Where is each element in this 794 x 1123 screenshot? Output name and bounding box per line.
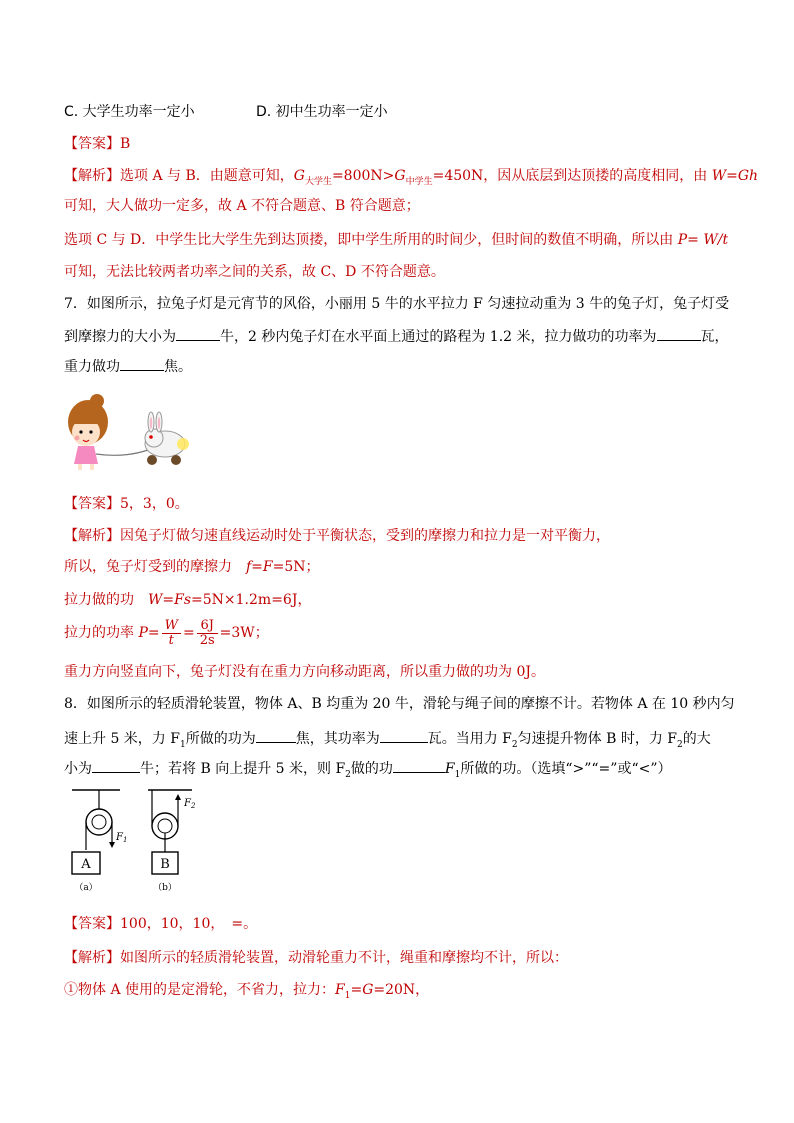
q8-text: 小为 xyxy=(64,761,92,777)
q7-text: 到摩擦力的大小为 xyxy=(64,329,176,345)
formula-f1: F xyxy=(335,982,345,998)
q8-text: F xyxy=(444,761,455,777)
formula-eq-g: =G xyxy=(350,982,374,998)
q7-text: 焦。 xyxy=(164,359,192,375)
answer-blank[interactable] xyxy=(92,758,140,773)
subscript: 1 xyxy=(454,769,461,780)
q7-question-line-1: 7．如图所示，拉兔子灯是元宵节的风俗，小丽用 5 牛的水平拉力 F 匀速拉动重为 3 牛的兔子灯，兔子灯受 xyxy=(64,296,730,312)
q7-analysis-text: =5N×1.2m=6J， xyxy=(191,592,312,608)
formula-p-w-t: P= W/t xyxy=(677,232,729,248)
q8-text: 的大 xyxy=(682,731,711,747)
q6-analysis-text: 选项 A 与 B．由题意可知， xyxy=(120,168,294,184)
q7-analysis-line-1 xyxy=(64,526,610,546)
analysis-tag: 【解析】 xyxy=(64,950,120,966)
answer-tag: 【答案】 xyxy=(64,136,120,152)
subscript: 2 xyxy=(676,739,683,750)
label-f2: $F_2$ xyxy=(184,798,196,810)
q8-text: 速上升 5 米，力 F xyxy=(64,731,180,747)
label-a: A xyxy=(81,857,91,872)
q7-analysis-text: =5N； xyxy=(272,559,320,575)
girl-hair-bun xyxy=(90,394,104,408)
formula-w-fs: W=Fs xyxy=(148,592,192,608)
answer-blank[interactable] xyxy=(657,326,701,341)
q8-analysis-text: ①物体 A 使用的是定滑轮，不省力，拉力： xyxy=(64,982,336,998)
q6-option-d: D. 初中生功率一定小 xyxy=(256,104,388,120)
girl-dress xyxy=(74,446,98,464)
q6-analysis-line-3 xyxy=(64,230,728,250)
subscript: 2 xyxy=(511,739,518,750)
q8-text: 所做的功。（选填“>”“=”或“<”） xyxy=(460,761,672,777)
g-big-subscript: 大学生 xyxy=(304,176,332,187)
g-big-symbol: G xyxy=(293,168,305,184)
q7-answer: 5，3，0。 xyxy=(120,496,189,512)
label-b: B xyxy=(160,857,170,872)
analysis-tag: 【解析】 xyxy=(64,168,120,184)
q8-text: 所做的功为 xyxy=(185,731,256,747)
q6-analysis-text: 选项 C 与 D．中学生比大学生先到达顶搂，即中学生所用的时间少，但时间的数值不明确，所以由 xyxy=(64,232,678,248)
q7-analysis-text: 所以，兔子灯受到的摩擦力 xyxy=(64,559,246,575)
girl-rabbit-lantern-figure xyxy=(64,392,200,476)
q6-answer-line xyxy=(64,134,130,154)
answer-blank[interactable] xyxy=(393,758,445,773)
q8-text: 匀速提升物体 B 时，力 F xyxy=(517,731,677,747)
q8-analysis-line-1 xyxy=(64,948,568,968)
caption-a: （a） xyxy=(74,883,98,893)
fraction-numerator: W xyxy=(162,619,181,634)
q7-analysis-line-4: 拉力的功率 P= $\frac{W}{t}$ = $\frac{6J}{2s}$ =3W； xyxy=(64,617,269,648)
pull-rope xyxy=(96,450,148,455)
q6-answer: B xyxy=(120,136,131,152)
q8-analysis-text: 如图所示的轻质滑轮装置，动滑轮重力不计，绳重和摩擦均不计，所以： xyxy=(120,950,568,966)
q7-text: 重力做功 xyxy=(64,359,120,375)
wheel-icon xyxy=(147,455,157,465)
g-mid-symbol: G xyxy=(394,168,406,184)
fraction-6j-over-2s xyxy=(197,619,218,648)
q7-text: 牛，2 秒内兔子灯在水平面上通过的路程为 1.2 米，拉力做功的功率为 xyxy=(220,329,657,345)
answer-tag: 【答案】 xyxy=(64,496,120,512)
q8-question-line-2 xyxy=(64,728,711,755)
fraction-numerator: 6J xyxy=(197,619,218,634)
arrow-up-icon xyxy=(175,794,181,800)
answer-blank[interactable] xyxy=(256,728,296,743)
q6-options-line xyxy=(64,102,388,122)
power-symbol: P= xyxy=(138,625,160,641)
q7-analysis-text: 拉力的功率 xyxy=(64,625,139,641)
q8-answer: 100，10，10， =。 xyxy=(120,916,258,932)
q8-question-line-3 xyxy=(64,758,672,785)
q8-analysis-line-2 xyxy=(64,980,429,1006)
q6-analysis-line-1 xyxy=(64,166,758,192)
pulley-figure xyxy=(64,786,224,894)
arrow-down-icon xyxy=(109,842,115,848)
q7-analysis-text: 因兔子灯做匀速直线运动时处于平衡状态，受到的摩擦力和拉力是一对平衡力， xyxy=(120,528,610,544)
fraction-denominator: t xyxy=(168,632,174,648)
q7-answer-line xyxy=(64,494,189,514)
q6-analysis-line-4: 可知，无法比较两者功率之间的关系，故 C、D 不符合题意。 xyxy=(64,264,445,280)
caption-b: （b） xyxy=(153,883,177,893)
answer-tag: 【答案】 xyxy=(64,916,120,932)
label-f1: $F_1$ xyxy=(116,832,128,844)
q6-option-c: C. 大学生功率一定小 xyxy=(64,104,195,120)
q7-analysis-line-2 xyxy=(64,557,320,577)
fraction-w-over-t xyxy=(162,619,181,648)
wheel-icon xyxy=(171,455,181,465)
q7-question-line-3 xyxy=(64,356,192,377)
q8-question-line-1: 8．如图所示的轻质滑轮装置，物体 A、B 均重为 20 牛，滑轮与绳子间的摩擦不计。若物体 A 在 10 秒内匀 xyxy=(64,696,735,712)
answer-blank[interactable] xyxy=(380,728,428,743)
g-mid-subscript: 中学生 xyxy=(405,176,433,187)
q8-text: 焦，其功率为 xyxy=(295,731,380,747)
formula-w-gh: W=Gh xyxy=(711,168,759,184)
answer-blank[interactable] xyxy=(176,326,220,341)
q6-analysis-line-2: 可知，大人做功一定多，故 A 不符合题意、B 符合题意； xyxy=(64,198,420,214)
q8-analysis-text: =20N， xyxy=(373,982,430,998)
q8-text: 牛；若将 B 向上提升 5 米，则 F xyxy=(140,761,346,777)
q7-analysis-text: =3W； xyxy=(219,625,269,641)
q8-text: 做的功 xyxy=(350,761,393,777)
answer-blank[interactable] xyxy=(120,356,164,371)
q8-text: 瓦。当用力 F xyxy=(427,731,512,747)
formula-f-eq-f: f=F xyxy=(246,559,273,575)
fraction-denominator: 2s xyxy=(199,632,215,648)
lantern-glow xyxy=(177,438,189,450)
q7-analysis-line-5: 重力方向竖直向下，兔子灯没有在重力方向移动距离，所以重力做的功为 0J。 xyxy=(64,664,545,680)
q6-analysis-text: =450N，因从底层到达顶搂的高度相同，由 xyxy=(432,168,712,184)
q7-text: 瓦， xyxy=(700,329,729,345)
q7-question-line-2 xyxy=(64,326,729,347)
subscript: 2 xyxy=(345,769,351,780)
q7-analysis-text: 拉力做的功 xyxy=(64,592,148,608)
q8-answer-line xyxy=(64,914,257,934)
subscript: 1 xyxy=(179,739,186,750)
analysis-tag: 【解析】 xyxy=(64,528,120,544)
q7-analysis-line-3 xyxy=(64,590,311,610)
q6-analysis-text: =800N> xyxy=(331,168,395,184)
subscript: 1 xyxy=(344,990,351,1001)
